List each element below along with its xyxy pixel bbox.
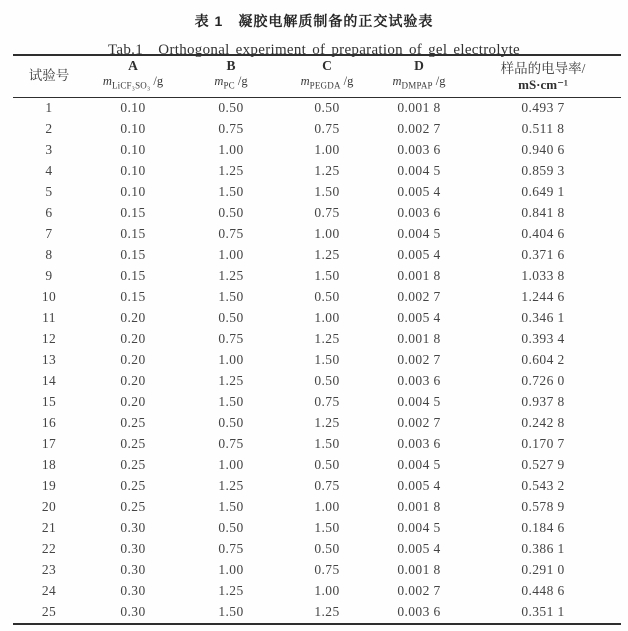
table-cell: 0.10 [120, 121, 146, 136]
table-cell: 0.001 8 [397, 499, 441, 514]
table-cell: 1.25 [314, 604, 340, 619]
table-row [13, 266, 621, 287]
table-cell: 0.346 1 [521, 310, 565, 325]
table-row [13, 392, 621, 413]
table-cell: 1 [45, 100, 53, 115]
table-cell: 0.75 [218, 226, 244, 241]
table-cell: 0.50 [314, 289, 340, 304]
factor-b-letter: B [226, 58, 236, 73]
table-cell: 0.50 [314, 541, 340, 556]
table-cell: 11 [42, 310, 56, 325]
factor-a-var: m [102, 74, 112, 88]
table-cell: 3 [45, 142, 53, 157]
table-cell: 20 [41, 499, 57, 514]
table-cell: 0.005 4 [397, 184, 441, 199]
table-row [13, 602, 621, 624]
table-cell: 1.25 [314, 331, 340, 346]
table-cell: 13 [41, 352, 57, 367]
table-cell: 0.001 8 [397, 100, 441, 115]
table-cell: 0.75 [314, 478, 340, 493]
table-cell: 9 [45, 268, 53, 283]
table-cell: 0.578 9 [521, 499, 565, 514]
table-cell: 17 [41, 436, 57, 451]
table-cell: 1.50 [314, 436, 340, 451]
table-cell: 0.25 [120, 415, 146, 430]
table-cell: 0.940 6 [521, 142, 565, 157]
table-cell: 10 [41, 289, 57, 304]
factor-d-letter: D [414, 58, 424, 73]
table-row [13, 182, 621, 203]
table-cell: 16 [41, 415, 57, 430]
table-cell: 0.15 [120, 247, 146, 262]
table-row [13, 350, 621, 371]
table-row [13, 581, 621, 602]
table-cell: 0.25 [120, 499, 146, 514]
table-cell: 1.25 [314, 415, 340, 430]
table-row [13, 224, 621, 245]
table-cell: 1.00 [314, 583, 340, 598]
table-cell: 0.937 8 [521, 394, 565, 409]
table-cell: 1.25 [314, 163, 340, 178]
table-cell: 0.50 [218, 205, 244, 220]
table-cell: 0.20 [120, 310, 146, 325]
table-cell: 1.00 [218, 562, 244, 577]
table-cell: 0.371 6 [521, 247, 565, 262]
table-cell: 0.649 1 [521, 184, 565, 199]
table-cell: 0.75 [314, 562, 340, 577]
table-cell: 0.25 [120, 478, 146, 493]
table-cell: 0.841 8 [521, 205, 565, 220]
table-row [13, 329, 621, 350]
table-cell: 0.20 [120, 352, 146, 367]
exp-no-label: 试验号 [28, 68, 70, 84]
table-cell: 0.003 6 [397, 373, 441, 388]
factor-b-subscript: PC [223, 80, 235, 91]
table-cell: 0.75 [314, 394, 340, 409]
table-row [13, 97, 621, 119]
table-cell: 0.404 6 [521, 226, 565, 241]
table-cell: 0.511 8 [521, 121, 565, 136]
orthogonal-experiment-table [13, 54, 621, 625]
table-cell: 1.25 [314, 247, 340, 262]
table-cell: 8 [45, 247, 53, 262]
table-cell: 0.10 [120, 142, 146, 157]
table-cell: 0.351 1 [521, 604, 565, 619]
table-cell: 1.50 [314, 520, 340, 535]
factor-c-formula [281, 74, 373, 94]
factor-d-var: m [392, 74, 402, 88]
table-cell: 22 [41, 541, 57, 556]
table-cell: 23 [41, 562, 57, 577]
table-cell: 0.004 5 [397, 520, 441, 535]
conductivity-label-zh: 样品的电导率/ [500, 60, 586, 76]
table-cell: 1.50 [218, 499, 244, 514]
table-cell: 0.002 7 [397, 415, 441, 430]
table-cell: 1.25 [218, 583, 244, 598]
factor-d-formula [373, 74, 465, 94]
table-cell: 0.50 [314, 457, 340, 472]
table-cell: 0.30 [120, 604, 146, 619]
table-cell: 12 [41, 331, 57, 346]
table-cell: 0.001 8 [397, 331, 441, 346]
table-cell: 0.30 [120, 520, 146, 535]
table-cell: 0.10 [120, 163, 146, 178]
table-cell: 1.25 [218, 163, 244, 178]
table-cell: 0.005 4 [397, 478, 441, 493]
table-row [13, 455, 621, 476]
table-cell: 0.15 [120, 268, 146, 283]
col-header-factor-d [373, 55, 465, 97]
table-cell: 1.00 [218, 247, 244, 262]
factor-a-letter: A [128, 58, 138, 73]
table-cell: 1.00 [218, 457, 244, 472]
col-header-factor-a [85, 55, 181, 97]
table-row [13, 476, 621, 497]
table-cell: 0.386 1 [521, 541, 565, 556]
table-cell: 1.50 [314, 268, 340, 283]
table-cell: 0.50 [314, 100, 340, 115]
table-cell: 1.00 [218, 352, 244, 367]
table-row [13, 560, 621, 581]
table-cell: 0.50 [218, 100, 244, 115]
table-title-zh: 表 1 凝胶电解质制备的正交试验表 [194, 13, 434, 29]
table-cell: 1.25 [218, 268, 244, 283]
table-cell: 0.30 [120, 583, 146, 598]
table-header-row [13, 55, 621, 97]
table-row [13, 203, 621, 224]
conductivity-unit: mS·cm⁻¹ [518, 76, 568, 92]
factor-d-unit: /g [435, 74, 446, 88]
table-cell: 0.75 [218, 331, 244, 346]
table-cell: 0.002 7 [397, 352, 441, 367]
table-cell: 0.20 [120, 331, 146, 346]
col-header-factor-c [281, 55, 373, 97]
table-cell: 0.50 [218, 310, 244, 325]
table-cell: 1.25 [218, 478, 244, 493]
table-cell: 1.00 [314, 226, 340, 241]
table-row [13, 140, 621, 161]
table-cell: 0.75 [218, 121, 244, 136]
table-row [13, 287, 621, 308]
table-cell: 0.002 7 [397, 121, 441, 136]
table-cell: 0.543 2 [521, 478, 565, 493]
table-row [13, 539, 621, 560]
factor-b-formula [181, 74, 281, 94]
table-cell: 0.726 0 [521, 373, 565, 388]
table-cell: 0.25 [120, 457, 146, 472]
table-cell: 0.50 [218, 520, 244, 535]
table-cell: 0.002 7 [397, 289, 441, 304]
table-cell: 0.25 [120, 436, 146, 451]
table-body [13, 97, 621, 624]
table-cell: 0.50 [314, 373, 340, 388]
table-cell: 2 [45, 121, 53, 136]
table-cell: 24 [41, 583, 57, 598]
table-cell: 25 [41, 604, 57, 619]
col-header-conductivity [465, 55, 621, 97]
factor-a-formula [85, 74, 181, 94]
factor-a-subscript: LiCF₃SO₃ [111, 80, 151, 91]
table-cell: 0.003 6 [397, 436, 441, 451]
table-cell: 0.30 [120, 541, 146, 556]
table-row [13, 161, 621, 182]
table-cell: 0.005 4 [397, 247, 441, 262]
table-row [13, 413, 621, 434]
table-cell: 6 [45, 205, 53, 220]
table-cell: 0.184 6 [521, 520, 565, 535]
table-cell: 0.10 [120, 184, 146, 199]
table-row [13, 308, 621, 329]
table-cell: 0.50 [218, 415, 244, 430]
table-cell: 1.033 8 [521, 268, 565, 283]
table-cell: 1.50 [218, 394, 244, 409]
table-cell: 0.001 8 [397, 268, 441, 283]
table-cell: 0.291 0 [521, 562, 565, 577]
table-row [13, 371, 621, 392]
table-cell: 1.00 [314, 499, 340, 514]
factor-b-unit: /g [237, 74, 248, 88]
factor-d-subscript: DMPAP [401, 80, 433, 91]
table-cell: 14 [41, 373, 57, 388]
table-cell: 0.005 4 [397, 541, 441, 556]
table-cell: 0.004 5 [397, 457, 441, 472]
factor-c-letter: C [322, 58, 332, 73]
table-cell: 0.75 [218, 436, 244, 451]
table-row [13, 497, 621, 518]
table-cell: 0.003 6 [397, 142, 441, 157]
table-cell: 1.50 [218, 289, 244, 304]
table-cell: 0.493 7 [521, 100, 565, 115]
table-cell: 1.00 [218, 142, 244, 157]
col-header-exp-no [13, 55, 85, 97]
table-cell: 0.002 7 [397, 583, 441, 598]
table-cell: 18 [41, 457, 57, 472]
table-cell: 19 [41, 478, 57, 493]
table-cell: 0.242 8 [521, 415, 565, 430]
table-cell: 0.75 [314, 121, 340, 136]
table-cell: 0.15 [120, 205, 146, 220]
table-cell: 0.001 8 [397, 562, 441, 577]
table-cell: 0.15 [120, 226, 146, 241]
factor-c-subscript: PEGDA [309, 80, 341, 91]
table-cell: 1.25 [218, 373, 244, 388]
table-cell: 0.527 9 [521, 457, 565, 472]
table-cell: 5 [45, 184, 53, 199]
table-cell: 0.005 4 [397, 310, 441, 325]
table-cell: 1.50 [314, 352, 340, 367]
table-cell: 0.004 5 [397, 394, 441, 409]
table-cell: 0.604 2 [521, 352, 565, 367]
table-cell: 0.393 4 [521, 331, 565, 346]
table-cell: 1.50 [218, 604, 244, 619]
table-cell: 1.50 [314, 184, 340, 199]
table-cell: 7 [45, 226, 53, 241]
table-cell: 21 [41, 520, 57, 535]
table-cell: 0.10 [120, 100, 146, 115]
col-header-factor-b [181, 55, 281, 97]
table-cell: 0.20 [120, 373, 146, 388]
table-row [13, 434, 621, 455]
table-cell: 0.75 [314, 205, 340, 220]
table-cell: 4 [45, 163, 53, 178]
table-cell: 0.15 [120, 289, 146, 304]
table-row [13, 245, 621, 266]
table-cell: 0.003 6 [397, 604, 441, 619]
table-cell: 1.50 [218, 184, 244, 199]
factor-c-unit: /g [343, 74, 354, 88]
table-title-en: Tab.1 Orthogonal experiment of preparation of gel electrolyte [107, 42, 521, 58]
factor-b-var: m [214, 74, 224, 88]
factor-c-var: m [300, 74, 310, 88]
table-cell: 0.448 6 [521, 583, 565, 598]
table-cell: 0.20 [120, 394, 146, 409]
table-row [13, 518, 621, 539]
table-cell: 0.003 6 [397, 205, 441, 220]
table-cell: 0.170 7 [521, 436, 565, 451]
table-cell: 1.00 [314, 142, 340, 157]
table-row [13, 119, 621, 140]
table-cell: 0.75 [218, 541, 244, 556]
factor-a-unit: /g [153, 74, 164, 88]
table-cell: 0.004 5 [397, 226, 441, 241]
table-cell: 15 [41, 394, 57, 409]
table-cell: 0.859 3 [521, 163, 565, 178]
table-cell: 0.30 [120, 562, 146, 577]
table-cell: 1.00 [314, 310, 340, 325]
table-cell: 0.004 5 [397, 163, 441, 178]
table-cell: 1.244 6 [521, 289, 565, 304]
